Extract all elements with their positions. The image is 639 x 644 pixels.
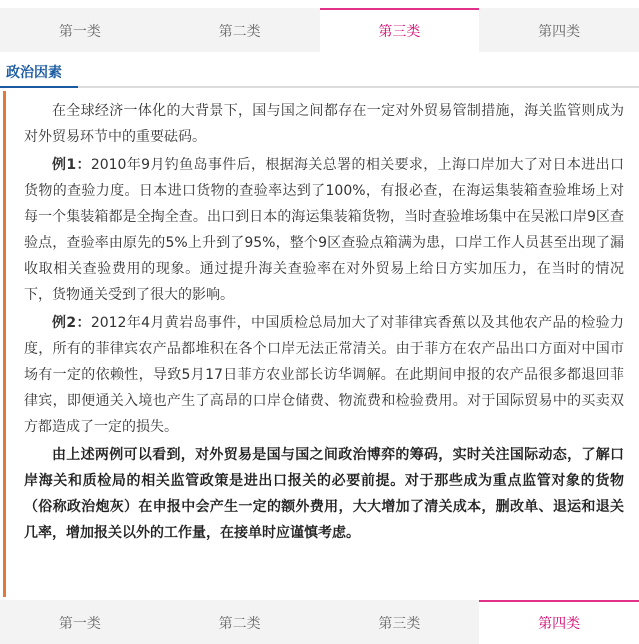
- bottom-tab-category-3[interactable]: 第三类: [378, 616, 421, 632]
- top-tab-bar: [0, 8, 639, 52]
- title-divider: [0, 86, 639, 88]
- bottom-tab-bar: [0, 600, 639, 644]
- paragraph-intro: 在全球经济一体化的大背景下，国与国之间都存在一定对外贸易管制措施，海关监管则成为对外贸易环节中的重要砝码。: [24, 103, 624, 145]
- content-left-rule: [3, 91, 6, 597]
- tab-category-3[interactable]: 第三类: [320, 8, 480, 52]
- tab-category-2[interactable]: 第二类: [218, 24, 261, 40]
- section-title: 政治因素: [6, 65, 62, 81]
- example-2-text: 2012年4月黄岩岛事件，中国质检总局加大了对菲律宾香蕉以及其他农产品的检验力度，所有的菲律宾农产品都堆积在各个口岸无法正常清关。由于菲方在农产品出口方面对中国市场有一定的依赖性，导致5月17日菲方农业部长访华调解。在此期间申报的农产品很多都退回菲律宾，即便通关入境也产生了高昂的口岸仓储费、物流费和检验费用。对于国际贸易中的买卖双方都造成了一定的损失。: [24, 315, 624, 435]
- article-content: [24, 98, 624, 548]
- bottom-tab-category-4[interactable]: 第四类: [479, 600, 639, 644]
- title-divider-accent: [0, 86, 78, 88]
- example-2-label: 例2：: [52, 315, 91, 331]
- example-1-text: 2010年9月钓鱼岛事件后，根据海关总署的相关要求，上海口岸加大了对日本进出口货物的查验力度。日本进口货物的查验率达到了100%，有报必查，在海运集装箱查验堆场上对每一个集装箱都是全掏全查。出口到日本的海运集装箱货物，当时查验堆场集中在吴淞口岸9区查验点，查验率由原先的5%上升到了95%，整个9区查验点箱满为患，口岸工作人员甚至出现了漏收取相关查验费用的现象。通过提升海关查验率在对外贸易上给日方实加压力，在当时的情况下，货物通关受到了很大的影响。: [24, 157, 624, 303]
- tab-category-4[interactable]: 第四类: [538, 24, 581, 40]
- paragraph-example-2: [24, 310, 624, 440]
- bottom-tab-category-1[interactable]: 第一类: [58, 616, 101, 632]
- example-1-label: 例1：: [52, 157, 91, 173]
- bottom-tab-category-2[interactable]: 第二类: [218, 616, 261, 632]
- paragraph-example-1: [24, 152, 624, 308]
- tab-category-1[interactable]: 第一类: [58, 24, 101, 40]
- paragraph-conclusion: 由上述两例可以看到，对外贸易是国与国之间政治博弈的筹码，实时关注国际动态，了解口岸海关和质检局的相关监管政策是进出口报关的必要前提。对于那些成为重点监管对象的货物（俗称政治炮灰）在申报中会产生一定的额外费用，大大增加了清关成本，删改单、退运和退关几率，增加报关以外的工作量，在接单时应谨慎考虑。: [24, 447, 624, 541]
